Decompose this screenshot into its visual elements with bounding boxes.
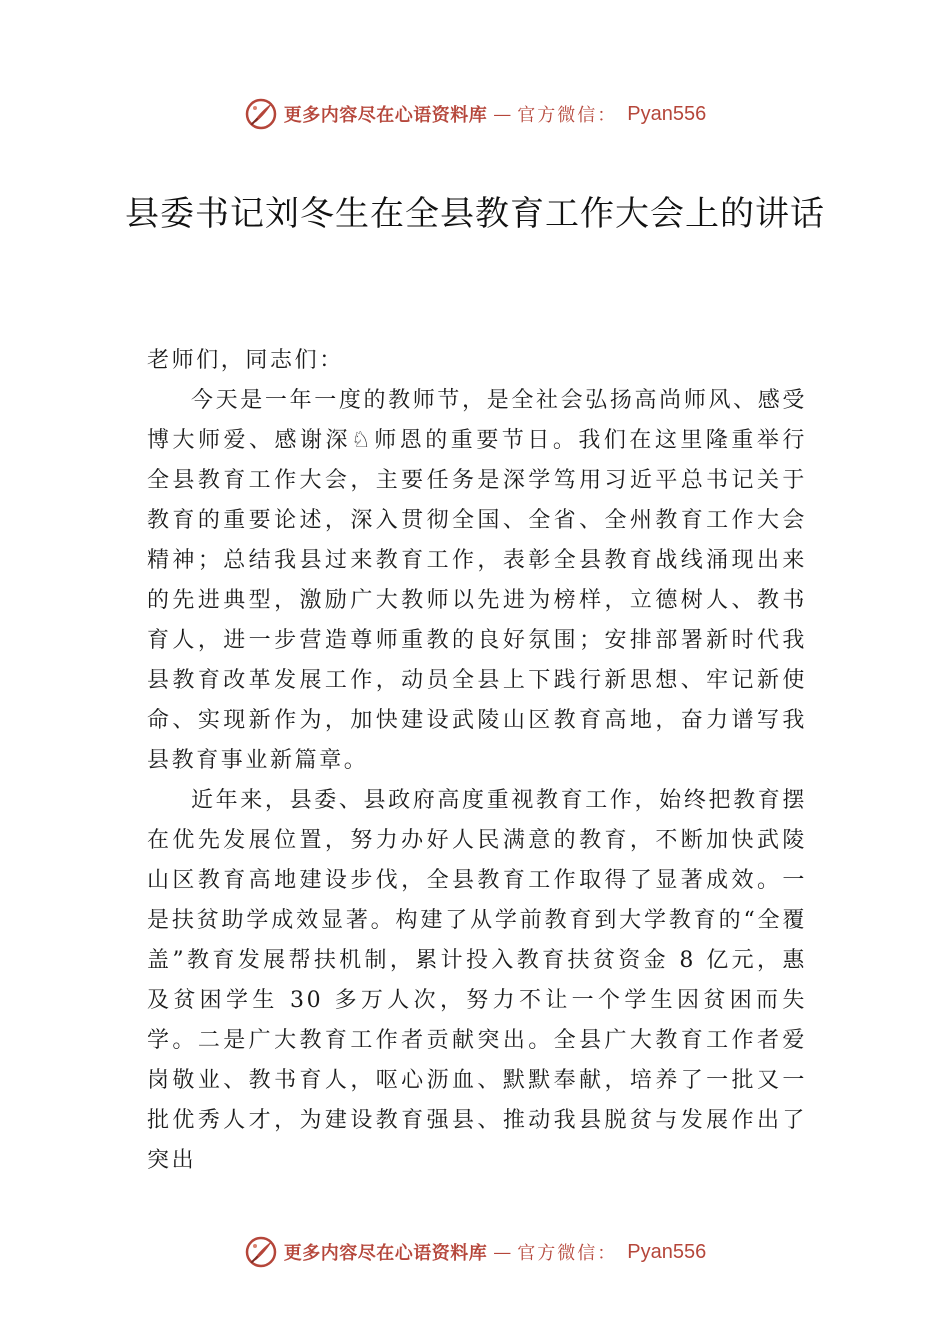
header-watermark-banner [0, 94, 950, 134]
document-body [147, 341, 807, 1181]
salutation: 老师们，同志们： [147, 348, 344, 373]
paragraph-2: 近年来，县委、县政府高度重视教育工作，始终把教育摆在优先发展位置，努力办好人民满意的教育，不断加快武陵山区教育高地建设步伐，全县教育工作取得了显著成效。一是扶贫助学成效显著。构建了从学前教育到大学教育的“全覆盖”教育发展帮扶机制，累计投入教育扶贫资金 8 亿元，惠及贫困学生 30 多万人次，努力不让一个学生因贫困而失学。二是广大教育工作者贡献突出。全县广大教育工作者爱岗敬业、教书育人，呕心沥血、默默奉献，培养了一批又一批优秀人才，为建设教育强县、推动我县脱贫与发展作出了突出 [147, 788, 807, 1173]
banner-wechat-label: 官方微信： [517, 105, 618, 126]
footer-watermark-banner [0, 1232, 950, 1272]
banner-wechat-id: Pyan556 [627, 1240, 707, 1263]
quill-pen-logo-icon [244, 97, 278, 131]
quill-pen-logo-icon [244, 1235, 278, 1269]
document-title: 县委书记刘冬生在全县教育工作大会上的讲话 [125, 194, 825, 234]
banner-wechat-label: 官方微信： [517, 1243, 618, 1264]
banner-brand-text: 更多内容尽在心语资料库 [283, 105, 488, 126]
banner-separator: — [493, 103, 512, 125]
paragraph-1: 今天是一年一度的教师节，是全社会弘扬高尚师风、感受博大师爱、感谢深♘师恩的重要节日。我们在这里隆重举行全县教育工作大会，主要任务是深学笃用习近平总书记关于教育的重要论述，深入贯彻全国、全省、全州教育工作大会精神；总结我县过来教育工作，表彰全县教育战线涌现出来的先进典型，激励广大教师以先进为榜样，立德树人、教书育人，进一步营造尊师重教的良好氛围；安排部署新时代我县教育改革发展工作，动员全县上下践行新思想、牢记新使命、实现新作为，加快建设武陵山区教育高地，奋力谱写我县教育事业新篇章。 [147, 388, 807, 773]
banner-wechat-id: Pyan556 [627, 102, 707, 125]
banner-brand-text: 更多内容尽在心语资料库 [283, 1243, 488, 1264]
banner-separator: — [493, 1241, 512, 1263]
